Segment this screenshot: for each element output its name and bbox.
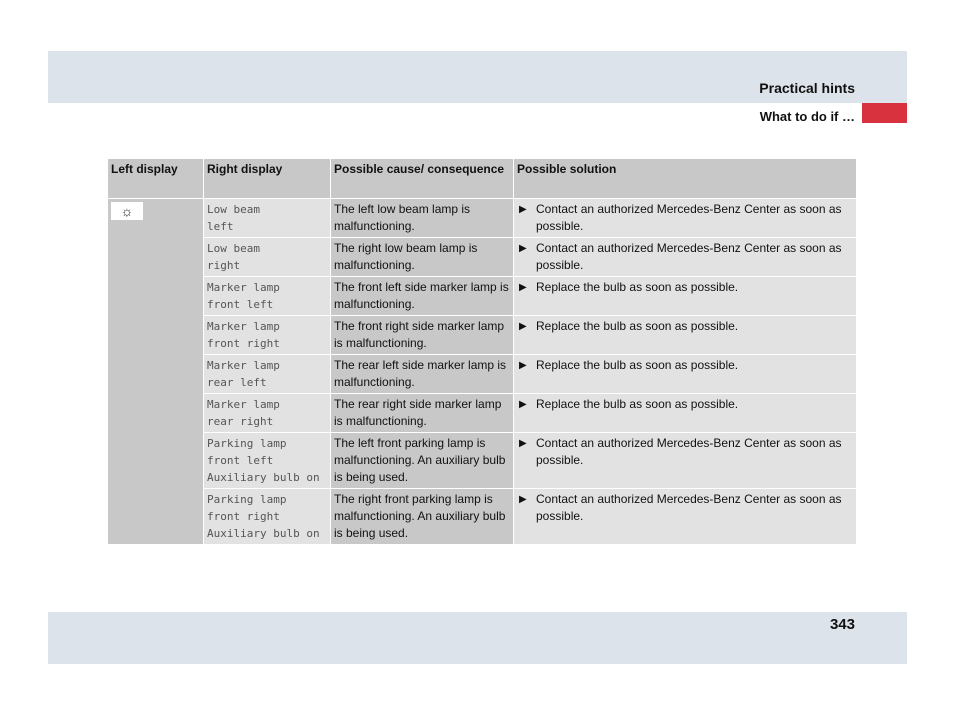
- possible-solution-cell: [514, 316, 857, 355]
- exterior-lamp-icon: ☼: [111, 202, 143, 220]
- triangle-bullet-icon: ▶: [519, 399, 527, 410]
- table-row: [108, 489, 857, 545]
- possible-cause-text: The right low beam lamp is malfunctioning.: [331, 238, 514, 277]
- table-row: [108, 277, 857, 316]
- right-display-text: Low beam right: [204, 238, 331, 277]
- possible-solution-cell: [514, 199, 857, 238]
- footer-band: [48, 612, 907, 664]
- table-header-row: [108, 159, 857, 199]
- hints-table: [107, 158, 857, 545]
- section-title: Practical hints: [759, 80, 855, 96]
- table-row: [108, 316, 857, 355]
- right-display-text: Marker lamp front right: [204, 316, 331, 355]
- subsection-title: What to do if …: [759, 109, 855, 124]
- possible-solution-cell: [514, 277, 857, 316]
- table-row: [108, 238, 857, 277]
- triangle-bullet-icon: ▶: [519, 243, 527, 254]
- possible-solution-cell: [514, 433, 857, 489]
- possible-solution-text: Replace the bulb as soon as possible.: [536, 280, 739, 294]
- table-row: [108, 355, 857, 394]
- possible-solution-text: Contact an authorized Mercedes-Benz Center as soon as possible.: [536, 241, 842, 272]
- possible-solution-cell: [514, 489, 857, 545]
- column-header-left-display: Left display: [108, 159, 204, 199]
- possible-solution-cell: [514, 355, 857, 394]
- column-header-possible-solution: Possible solution: [514, 159, 857, 199]
- table-row: [108, 199, 857, 238]
- triangle-bullet-icon: ▶: [519, 282, 527, 293]
- right-display-text: Marker lamp rear left: [204, 355, 331, 394]
- possible-solution-text: Contact an authorized Mercedes-Benz Center as soon as possible.: [536, 492, 842, 523]
- possible-cause-text: The rear right side marker lamp is malfunctioning.: [331, 394, 514, 433]
- possible-cause-text: The rear left side marker lamp is malfunctioning.: [331, 355, 514, 394]
- triangle-bullet-icon: ▶: [519, 494, 527, 505]
- triangle-bullet-icon: ▶: [519, 360, 527, 371]
- possible-cause-text: The front left side marker lamp is malfunctioning.: [331, 277, 514, 316]
- possible-solution-text: Contact an authorized Mercedes-Benz Center as soon as possible.: [536, 436, 842, 467]
- possible-solution-cell: [514, 238, 857, 277]
- possible-cause-text: The right front parking lamp is malfunctioning. An auxiliary bulb is being used.: [331, 489, 514, 545]
- possible-cause-text: The left low beam lamp is malfunctioning.: [331, 199, 514, 238]
- triangle-bullet-icon: ▶: [519, 204, 527, 215]
- table-row: [108, 433, 857, 489]
- triangle-bullet-icon: ▶: [519, 438, 527, 449]
- table-row: [108, 394, 857, 433]
- possible-solution-text: Replace the bulb as soon as possible.: [536, 397, 739, 411]
- possible-solution-text: Replace the bulb as soon as possible.: [536, 319, 739, 333]
- triangle-bullet-icon: ▶: [519, 321, 527, 332]
- section-tab-marker: [862, 103, 907, 123]
- possible-solution-text: Contact an authorized Mercedes-Benz Center as soon as possible.: [536, 202, 842, 233]
- possible-solution-cell: [514, 394, 857, 433]
- possible-cause-text: The front right side marker lamp is malfunctioning.: [331, 316, 514, 355]
- right-display-text: Marker lamp rear right: [204, 394, 331, 433]
- left-display-cell: [108, 199, 204, 545]
- right-display-text: Marker lamp front left: [204, 277, 331, 316]
- right-display-text: Parking lamp front right Auxiliary bulb on: [204, 489, 331, 545]
- column-header-possible-cause: Possible cause/ consequence: [331, 159, 514, 199]
- column-header-right-display: Right display: [204, 159, 331, 199]
- possible-solution-text: Replace the bulb as soon as possible.: [536, 358, 739, 372]
- right-display-text: Low beam left: [204, 199, 331, 238]
- right-display-text: Parking lamp front left Auxiliary bulb on: [204, 433, 331, 489]
- possible-cause-text: The left front parking lamp is malfunctioning. An auxiliary bulb is being used.: [331, 433, 514, 489]
- page-number: 343: [829, 616, 855, 633]
